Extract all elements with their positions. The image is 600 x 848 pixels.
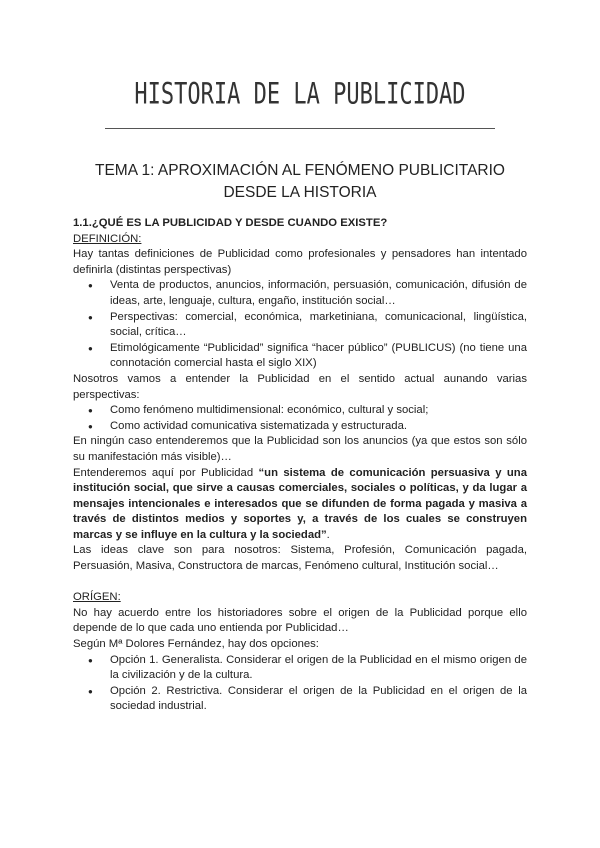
- list-item: ● Como actividad comunicativa sistematizada y estructurada.: [110, 419, 527, 435]
- tema-line-2: DESDE LA HISTORIA: [223, 184, 377, 201]
- definicion-label: DEFINICIÓN:: [73, 232, 142, 245]
- no-case-paragraph: En ningún caso entenderemos que la Publicidad son los anuncios (ya que estos son sólo su manifestación más visible)…: [73, 435, 527, 463]
- document-body: [73, 216, 527, 715]
- perspectives-bullet-list: [73, 403, 527, 434]
- definition-lead: Entenderemos aquí por Publicidad: [73, 466, 259, 479]
- list-item: ● Etimológicamente “Publicidad” significa “hacer público” (PUBLICUS) (no tiene una connotación comercial hasta el siglo XIX): [110, 341, 527, 372]
- definition-bullet-list: [73, 278, 527, 372]
- section-heading: 1.1.¿QUÉ ES LA PUBLICIDAD Y DESDE CUANDO EXISTE?: [73, 217, 388, 229]
- title-divider: [105, 128, 495, 129]
- perspectives-paragraph: Nosotros vamos a entender la Publicidad en el sentido actual aunando varias perspectivas:: [73, 372, 527, 401]
- origen-label: ORÍGEN:: [73, 591, 121, 604]
- definition-paragraph: [73, 466, 527, 544]
- list-item: ● Perspectivas: comercial, económica, marketiniana, comunicacional, lingüística, social, crítica…: [110, 310, 527, 341]
- intro-paragraph: Hay tantas definiciones de Publicidad como profesionales y pensadores han intentado definirla (distintas perspectivas): [73, 248, 527, 276]
- origin-options-list: [73, 653, 527, 715]
- key-ideas-paragraph: Las ideas clave son para nosotros: Sistema, Profesión, Comunicación pagada, Persuasión, Masiva, Constructora de marcas, Fenómeno cultural, Institución social…: [73, 544, 527, 573]
- definition-end: .: [326, 528, 330, 541]
- origen-paragraph: No hay acuerdo entre los historiadores sobre el origen de la Publicidad porque ello depende de lo que cada uno entienda por Publicidad…: [73, 606, 527, 635]
- tema-line-1: TEMA 1: APROXIMACIÓN AL FENÓMENO PUBLICITARIO: [95, 162, 505, 179]
- list-item: ● Opción 2. Restrictiva. Considerar el origen de la Publicidad en el origen de la sociedad industrial.: [110, 684, 527, 715]
- list-item: ● Opción 1. Generalista. Considerar el origen de la Publicidad en el mismo origen de la civilización y de la cultura.: [110, 653, 527, 684]
- spacer: [73, 575, 527, 591]
- list-item: ● Venta de productos, anuncios, información, persuasión, comunicación, difusión de ideas, arte, lenguaje, cultura, engaño, institución social…: [110, 278, 527, 309]
- list-item: ● Como fenómeno multidimensional: económico, cultural y social;: [110, 403, 527, 419]
- tema-heading: [60, 160, 540, 204]
- document-title: HISTORIA DE LA PUBLICIDAD: [134, 78, 466, 112]
- segun-paragraph: Según Mª Dolores Fernández, hay dos opciones:: [73, 638, 319, 651]
- definition-bold: “un sistema de comunicación persuasiva y una institución social, que sirve a causas comerciales, sociales o políticas, y da lugar a mensajes intencionales e interesados que se difunden de forma pagada y masiva a través de distintos medios y soportes y, a través de los cuales se construyen marcas y se influye en la cultura y la sociedad”: [73, 466, 527, 541]
